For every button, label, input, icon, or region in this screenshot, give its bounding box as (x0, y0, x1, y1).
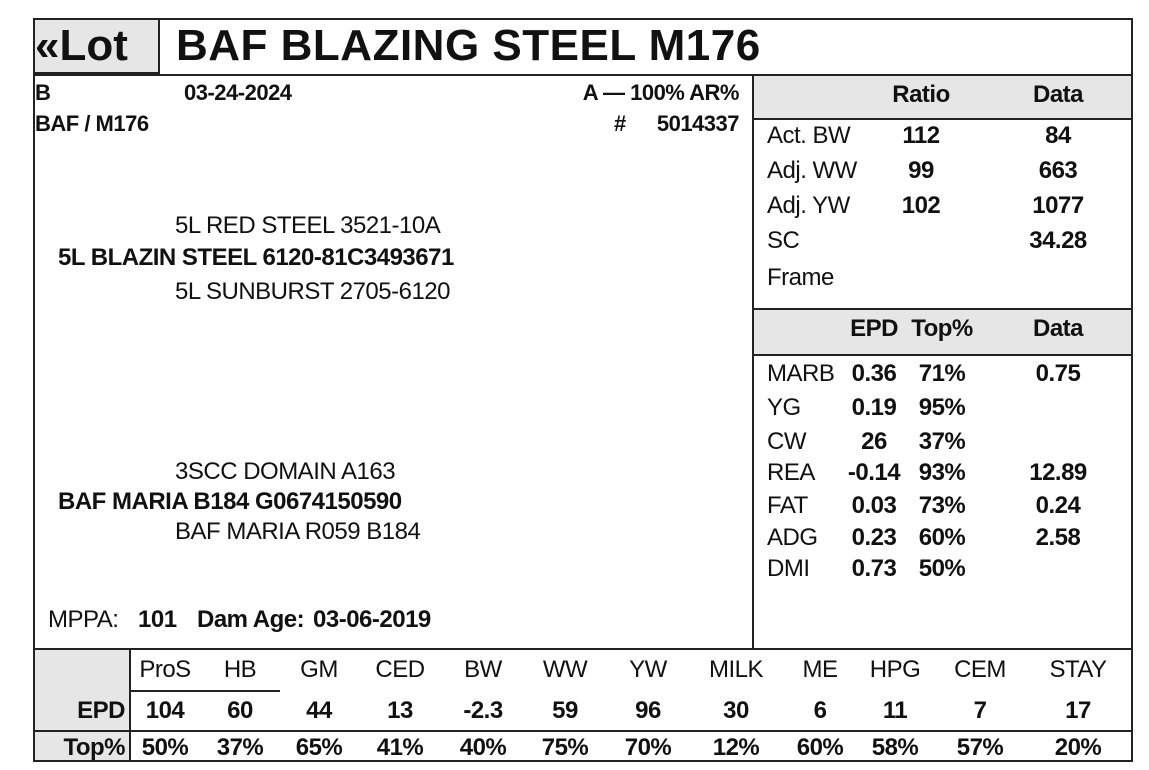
info-owner-code: BAF / M176 (35, 111, 149, 136)
epd-col-header: WW (542, 656, 588, 683)
animal-title: BAF BLAZING STEEL M176 (176, 21, 761, 70)
carcass-row-top: 95% (918, 394, 966, 421)
carcass-row-epd: 0.03 (851, 492, 897, 519)
carcass-header-divider (752, 354, 1133, 356)
epd-col-value: 59 (552, 697, 578, 724)
epd-col-top-percent: 60% (796, 734, 844, 761)
ratio-row-data: 663 (1038, 157, 1078, 184)
carcass-row-data: 0.75 (1035, 360, 1081, 387)
epd-col-value: 6 (813, 697, 827, 724)
epd-col-top-percent: 41% (376, 734, 424, 761)
ratio-row-label: Adj. WW (767, 157, 857, 184)
epd-col-header: GM (300, 656, 338, 683)
epd-row-divider (33, 730, 1133, 732)
carcass-row-label: CW (767, 428, 806, 455)
ratio-row-ratio: 102 (901, 192, 941, 219)
epd-col-value: 7 (973, 697, 987, 724)
pedigree-dam-dam: BAF MARIA R059 B184 (175, 518, 421, 545)
carcass-top-divider (752, 308, 1133, 310)
pedigree-dam-sire: 3SCC DOMAIN A163 (175, 458, 396, 485)
carcass-row-label: MARB (767, 360, 835, 387)
epd-col-header: BW (464, 656, 502, 683)
pedigree-sire-dam: 5L SUNBURST 2705-6120 (175, 278, 450, 305)
carcass-row-top: 71% (918, 360, 966, 387)
carcass-row-top: 50% (918, 555, 966, 582)
epd-col-value: 104 (145, 697, 185, 724)
dam-age-label: Dam Age: (197, 606, 305, 633)
registration-prefix: # (614, 111, 626, 136)
registration-number: 5014337 (656, 111, 739, 136)
info-date: 03-24-2024 (184, 80, 292, 105)
carcass-row-data: 12.89 (1029, 459, 1087, 486)
ratio-row-label: Act. BW (767, 122, 851, 149)
epd-col-top-percent: 12% (712, 734, 760, 761)
carcass-row-epd: 0.36 (851, 360, 897, 387)
carcass-row-label: FAT (767, 492, 808, 519)
ratio-row-ratio: 99 (908, 157, 934, 184)
epd-col-value: 60 (227, 697, 253, 724)
lot-label[interactable]: «Lot (35, 21, 128, 70)
pedigree-sire-sire: 5L RED STEEL 3521-10A (175, 212, 441, 239)
ratio-row-label: SC (767, 227, 800, 254)
epd-col-top-percent: 58% (871, 734, 919, 761)
ratio-row-data: 84 (1045, 122, 1071, 149)
carcass-row-data: 2.58 (1035, 524, 1081, 551)
carcass-row-top: 73% (918, 492, 966, 519)
epd-col-value: 17 (1065, 697, 1091, 724)
carcass-data-header: Data (1032, 315, 1084, 342)
ratio-data-col-header: Data (1032, 81, 1084, 108)
epd-col-value: -2.3 (463, 697, 503, 724)
ratio-header-divider (752, 118, 1133, 120)
ratio-row-label: Frame (767, 264, 834, 291)
epd-col-header: ME (802, 656, 838, 683)
carcass-row-epd: 0.19 (851, 394, 897, 421)
ratio-row-ratio: 112 (902, 122, 940, 149)
epd-col-header: HPG (869, 656, 921, 683)
carcass-row-top: 37% (918, 428, 966, 455)
carcass-row-epd: 0.73 (851, 555, 897, 582)
carcass-row-top: 60% (918, 524, 966, 551)
ratio-row-label: Adj. YW (767, 192, 850, 219)
right-panel-divider (752, 74, 754, 648)
carcass-row-data: 0.24 (1035, 492, 1081, 519)
epd-col-top-percent: 70% (624, 734, 672, 761)
epd-col-value: 96 (635, 697, 661, 724)
epd-row-label: EPD (77, 697, 125, 724)
carcass-row-label: DMI (767, 555, 810, 582)
epd-col-top-percent: 57% (956, 734, 1004, 761)
epd-header-underline (131, 690, 280, 692)
epd-label-column-divider (129, 648, 131, 762)
epd-col-top-percent: 65% (295, 734, 343, 761)
epd-col-header: CED (375, 656, 425, 683)
epd-col-top-percent: 20% (1054, 734, 1102, 761)
epd-col-top-percent: 40% (459, 734, 507, 761)
ratio-row-data: 34.28 (1029, 227, 1087, 254)
ratio-col-header: Ratio (892, 81, 950, 108)
epd-col-value: 44 (306, 697, 332, 724)
top-percent-row-label: Top% (63, 734, 125, 761)
epd-col-value: 30 (723, 697, 749, 724)
epd-col-top-percent: 37% (216, 734, 264, 761)
epd-table-top-border (33, 648, 1133, 650)
epd-col-value: 13 (387, 697, 413, 724)
carcass-top-header: Top% (911, 315, 973, 342)
epd-col-top-percent: 50% (141, 734, 189, 761)
carcass-epd-header: EPD (850, 315, 898, 342)
info-code: B (35, 80, 51, 105)
epd-col-header: STAY (1049, 656, 1107, 683)
info-breed: A — 100% AR% (582, 80, 739, 105)
carcass-row-epd: 0.23 (851, 524, 897, 551)
carcass-row-label: YG (767, 394, 801, 421)
carcass-row-label: ADG (767, 524, 818, 551)
mppa-value: 101 (138, 606, 177, 633)
epd-col-header: CEM (954, 656, 1006, 683)
carcass-row-epd: -0.14 (847, 459, 901, 486)
epd-col-header: ProS (139, 656, 191, 683)
epd-col-header: YW (629, 656, 667, 683)
epd-col-top-percent: 75% (541, 734, 589, 761)
epd-col-header: MILK (708, 656, 764, 683)
carcass-row-label: REA (767, 459, 815, 486)
epd-col-header: HB (223, 656, 257, 683)
pedigree-sire: 5L BLAZIN STEEL 6120-81C3493671 (58, 244, 454, 271)
lot-card-frame (33, 18, 1133, 762)
epd-col-value: 11 (882, 697, 908, 724)
carcass-row-top: 93% (918, 459, 966, 486)
mppa-label: MPPA: (48, 606, 119, 633)
carcass-row-epd: 26 (861, 428, 887, 455)
ratio-row-data: 1077 (1032, 192, 1084, 219)
dam-age-value: 03-06-2019 (313, 606, 431, 633)
pedigree-dam: BAF MARIA B184 G0674150590 (58, 488, 402, 515)
